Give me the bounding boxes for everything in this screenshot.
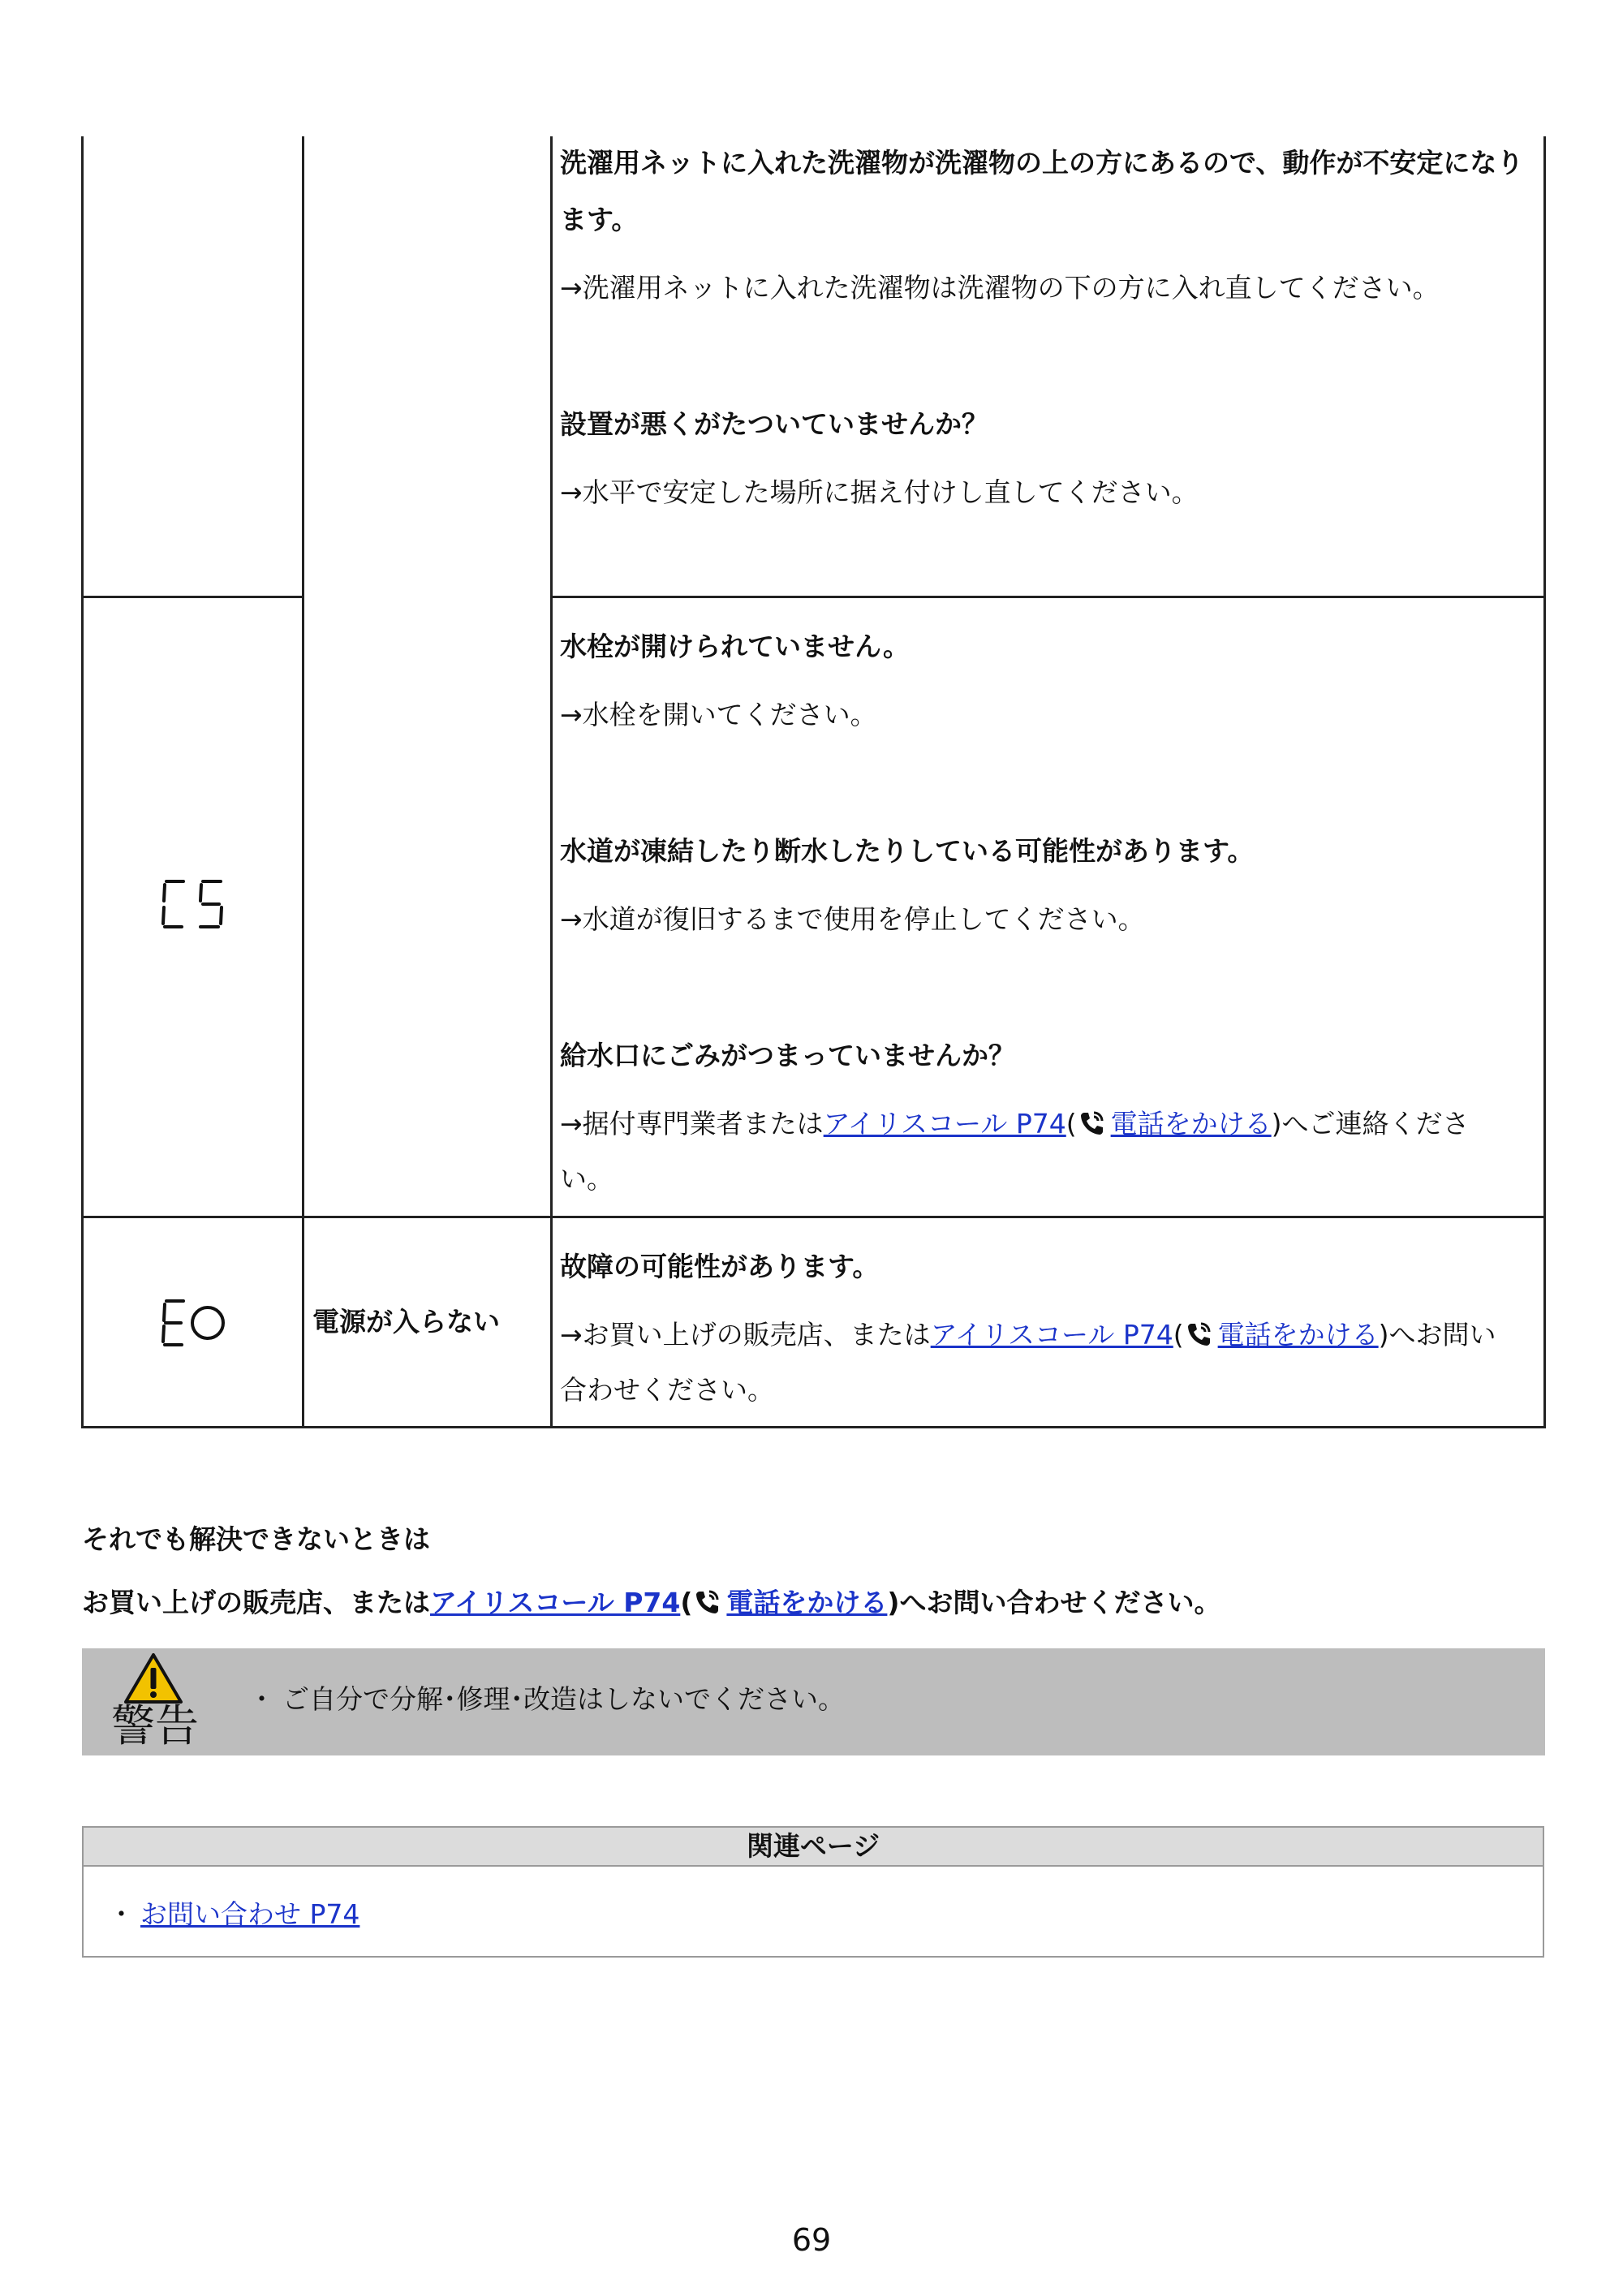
row2-question-1: 水栓が開けられていません。 bbox=[560, 631, 910, 662]
table-border-left bbox=[81, 136, 84, 1428]
table-row-divider-1b bbox=[550, 596, 1546, 598]
warning-triangle-icon bbox=[123, 1652, 184, 1705]
row2-answer-3-tail: )へご連絡くださ bbox=[1271, 1108, 1470, 1139]
row2-answer-2: →水道が復旧するまで使用を停止してください。 bbox=[560, 903, 1145, 935]
row2-question-2: 水道が凍結したり断水したりしている可能性があります。 bbox=[560, 835, 1255, 867]
table-border-col2 bbox=[550, 136, 553, 1428]
table-border-bottom bbox=[81, 1426, 1546, 1428]
call-link[interactable]: 電話をかける bbox=[1217, 1319, 1379, 1350]
footer-note-tail: )へお問い合わせください。 bbox=[887, 1587, 1221, 1618]
page-number: 69 bbox=[791, 2222, 832, 2258]
paren-open: ( bbox=[1173, 1319, 1184, 1350]
table-row-divider-2 bbox=[81, 1216, 1546, 1218]
warning-label: 警告 bbox=[111, 1700, 199, 1751]
phone-icon bbox=[694, 1589, 720, 1615]
warning-box bbox=[82, 1648, 1545, 1755]
row2-answer-3-line2: い。 bbox=[560, 1163, 613, 1195]
phone-icon bbox=[1186, 1321, 1212, 1347]
warning-text: ご自分で分解･修理･改造はしないでください。 bbox=[282, 1683, 845, 1715]
row3-answer-1 bbox=[560, 1308, 1496, 1362]
table-border-col1 bbox=[302, 136, 304, 1428]
row3-answer-1-tail: )へお問い bbox=[1378, 1319, 1496, 1350]
phone-icon bbox=[1078, 1110, 1104, 1136]
call-link[interactable]: 電話をかける bbox=[726, 1587, 888, 1618]
table-row-divider-1 bbox=[81, 596, 304, 598]
related-pages-title: 関連ページ bbox=[84, 1828, 1543, 1867]
footer-note-line1: それでも解決できないときは bbox=[82, 1523, 430, 1555]
related-pages-box bbox=[82, 1826, 1544, 1958]
iris-call-link[interactable]: アイリスコール P74 bbox=[430, 1587, 681, 1618]
related-link-contact[interactable]: お問い合わせ P74 bbox=[140, 1898, 360, 1930]
row1-question-2: 設置が悪くがたついていませんか？ bbox=[560, 408, 988, 440]
row2-question-3: 給水口にごみがつまっていませんか？ bbox=[560, 1040, 1015, 1071]
related-bullet: ・ bbox=[108, 1898, 135, 1930]
footer-note-text: お買い上げの販売店、または bbox=[82, 1587, 430, 1618]
row3-answer-1-text: →お買い上げの販売店、または bbox=[560, 1319, 931, 1350]
paren-open: ( bbox=[680, 1587, 693, 1618]
row2-answer-3-text: →据付専門業者または bbox=[560, 1108, 824, 1139]
row1-answer-1: →洗濯用ネットに入れた洗濯物は洗濯物の下の方に入れ直してください。 bbox=[560, 272, 1440, 304]
footer-note-line2 bbox=[82, 1576, 1221, 1630]
error-code-c5-icon bbox=[159, 879, 227, 929]
row2-answer-3 bbox=[560, 1097, 1470, 1151]
iris-call-link[interactable]: アイリスコール P74 bbox=[930, 1319, 1173, 1350]
call-link[interactable]: 電話をかける bbox=[1110, 1108, 1272, 1139]
row2-answer-1: →水栓を開いてください。 bbox=[560, 699, 877, 730]
paren-open: ( bbox=[1065, 1108, 1077, 1139]
row1-answer-2: →水平で安定した場所に据え付けし直してください。 bbox=[560, 476, 1199, 508]
table-border-right bbox=[1543, 136, 1546, 1428]
row1-question-1: 洗濯用ネットに入れた洗濯物が洗濯物の上の方にあるので、動作が不安定になり bbox=[560, 147, 1524, 179]
error-code-e0-icon bbox=[159, 1299, 227, 1347]
row3-question-1: 故障の可能性があります。 bbox=[560, 1251, 880, 1282]
row1-question-1-cont: ます。 bbox=[560, 204, 639, 235]
row3-symptom: 電源が入らない bbox=[312, 1306, 500, 1338]
iris-call-link[interactable]: アイリスコール P74 bbox=[823, 1108, 1066, 1139]
row3-answer-1-line2: 合わせください。 bbox=[560, 1374, 774, 1406]
warning-bullet: ・ bbox=[248, 1683, 275, 1715]
